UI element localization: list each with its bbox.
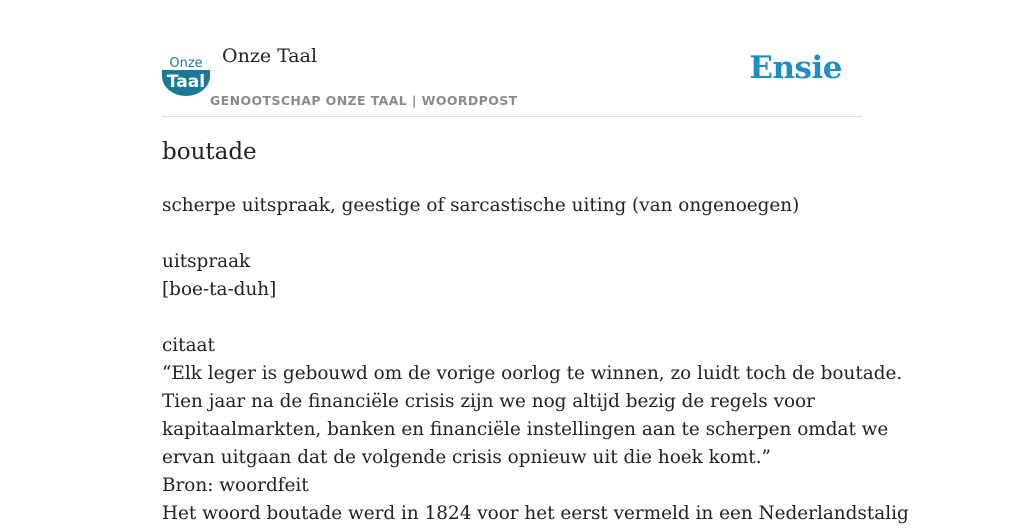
- quote-line: ervan uitgaan dat de volgende crisis opnieuw uit die hoek komt.”: [162, 447, 771, 468]
- entry-body: [162, 192, 909, 528]
- source: Bron: woordfeit: [162, 475, 309, 496]
- quote-line: “Elk leger is gebouwd om de vorige oorlog te winnen, zo luidt toch de boutade.: [162, 363, 903, 384]
- site-name[interactable]: Onze Taal: [222, 45, 318, 67]
- truncated-paragraph: Het woord boutade werd in 1824 voor het eerst vermeld in een Nederlandstalig: [162, 503, 909, 524]
- onze-taal-logo[interactable]: [162, 52, 210, 96]
- site-subtitle: GENOOTSCHAP ONZE TAAL | WOORDPOST: [210, 93, 518, 108]
- quote-line: Tien jaar na de financiële crisis zijn we nog altijd bezig de regels voor: [162, 391, 815, 412]
- entry-card: [162, 0, 909, 524]
- ensie-brand-logo[interactable]: Ensie: [749, 50, 842, 86]
- header: [162, 0, 862, 117]
- definition: scherpe uitspraak, geestige of sarcastische uiting (van ongenoegen): [162, 195, 800, 216]
- logo-bottom-text: Taal: [166, 72, 206, 92]
- logo-top-text: Onze: [169, 56, 203, 71]
- quote-line: kapitaalmarkten, banken en financiële instellingen aan te scherpen omdat we: [162, 419, 889, 440]
- pronunciation: [boe-ta-duh]: [162, 279, 277, 300]
- pronunciation-label: uitspraak: [162, 251, 251, 272]
- quote-label: citaat: [162, 335, 215, 356]
- entry-term: boutade: [162, 139, 257, 165]
